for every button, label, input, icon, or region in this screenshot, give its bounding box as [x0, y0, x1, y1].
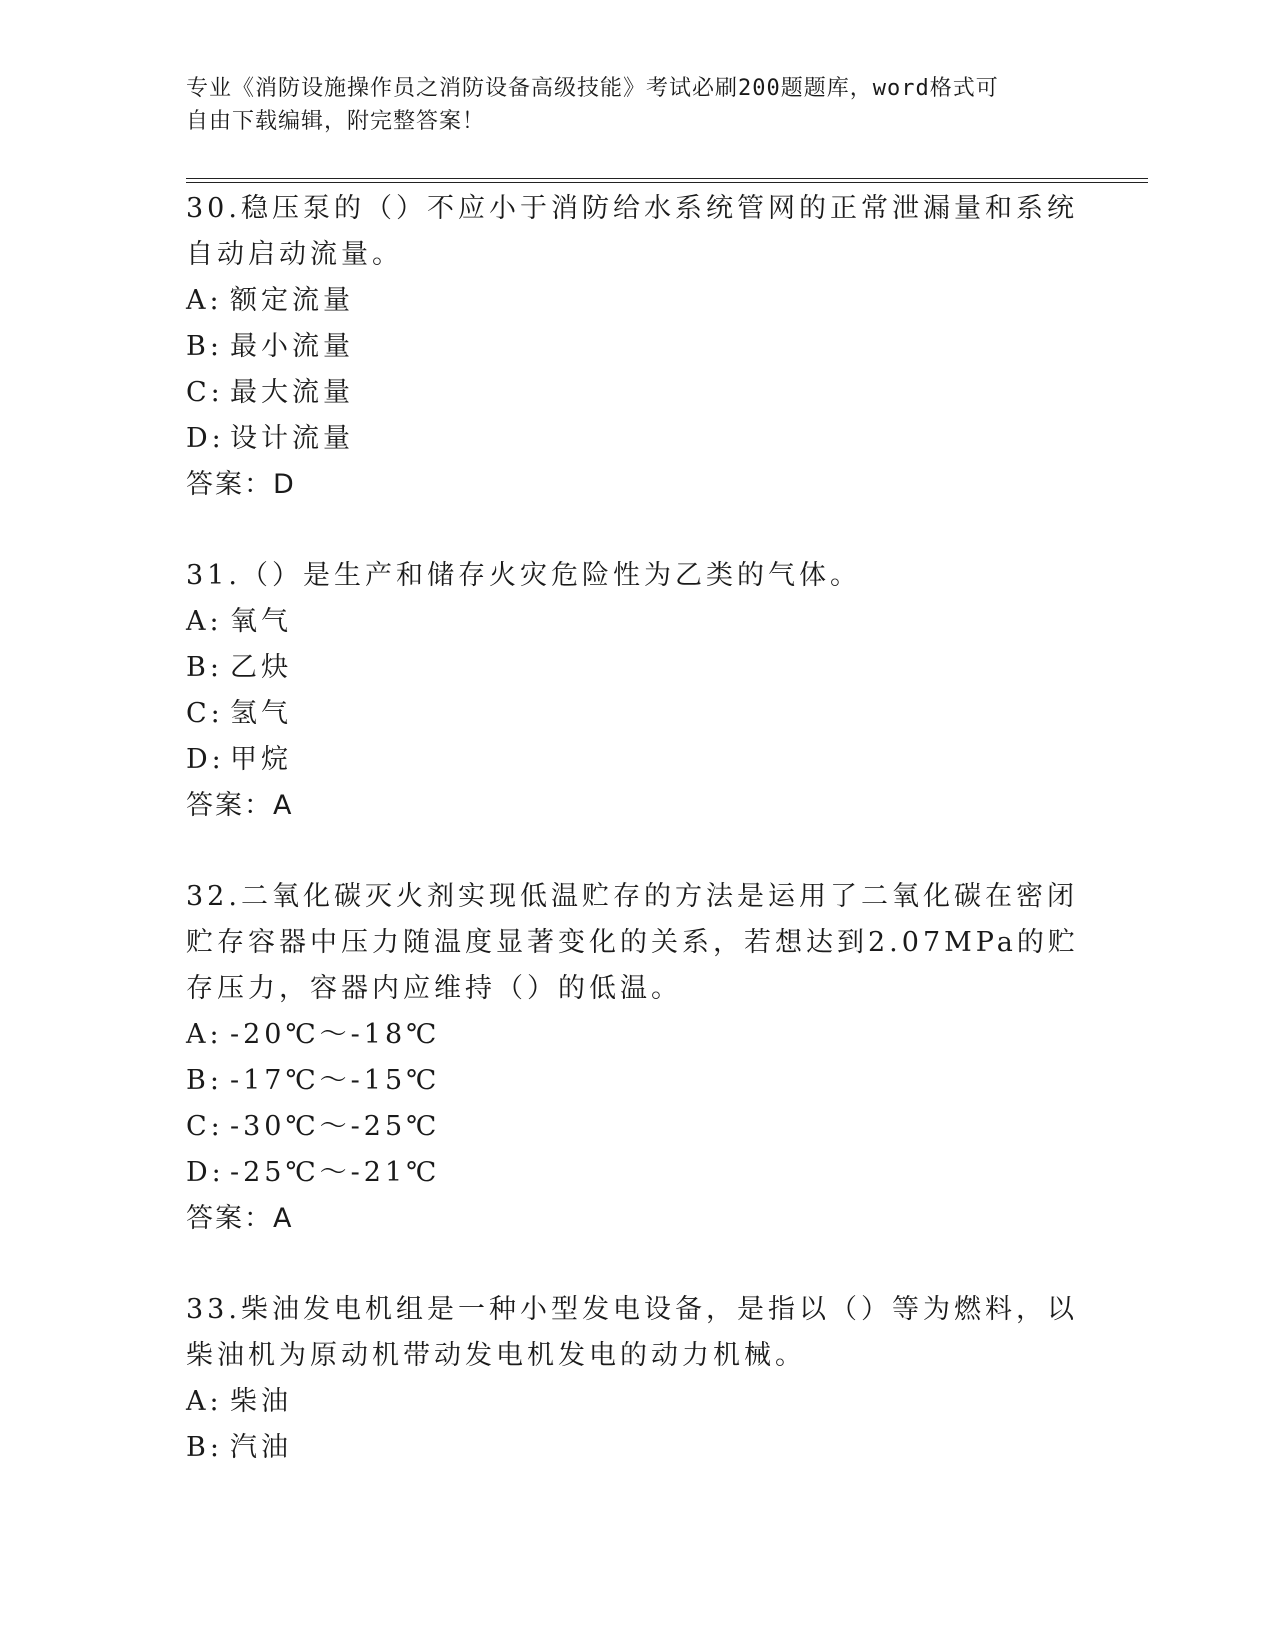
option-key: A: [186, 1019, 223, 1050]
option-text: 柴油 [230, 1386, 292, 1417]
option-key: A: [186, 606, 223, 637]
question-text: 31.（）是生产和储存火灾危险性为乙类的气体。 [186, 560, 861, 591]
question-32 [186, 874, 1086, 1242]
option-text: 乙炔 [230, 652, 292, 683]
option-d [186, 1150, 1086, 1196]
header-line-2: 自由下载编辑，附完整答案！ [186, 109, 486, 134]
option-key: B: [186, 1432, 223, 1463]
option-b [186, 645, 1086, 691]
option-key: D: [186, 423, 225, 454]
answer-line: 答案：A [186, 1203, 294, 1234]
answer-line: 答案：A [186, 790, 294, 821]
option-c [186, 691, 1086, 737]
option-b [186, 1425, 1086, 1471]
option-b [186, 1058, 1086, 1104]
header-divider-secondary [186, 182, 1148, 183]
header-divider [186, 178, 1148, 179]
option-text: 额定流量 [230, 285, 354, 316]
option-text: 最大流量 [230, 377, 354, 408]
option-text: 甲烷 [230, 744, 292, 775]
option-key: C: [186, 698, 224, 729]
option-text: 氧气 [230, 606, 292, 637]
option-key: D: [186, 1157, 225, 1188]
document-header [186, 72, 1066, 138]
question-list [186, 186, 1086, 1516]
option-text: -20℃～-18℃ [230, 1019, 441, 1050]
option-text: 汽油 [230, 1432, 292, 1463]
option-text: 最小流量 [230, 331, 354, 362]
option-key: A: [186, 285, 223, 316]
option-text: 设计流量 [230, 423, 354, 454]
option-d [186, 416, 1086, 462]
option-key: C: [186, 1111, 224, 1142]
question-33 [186, 1287, 1086, 1471]
option-b [186, 324, 1086, 370]
option-key: D: [186, 744, 225, 775]
question-text: 33.柴油发电机组是一种小型发电设备，是指以（）等为燃料，以柴油机为原动机带动发电机发电的动力机械。 [186, 1294, 1078, 1371]
option-text: 氢气 [230, 698, 292, 729]
question-text: 32.二氧化碳灭火剂实现低温贮存的方法是运用了二氧化碳在密闭贮存容器中压力随温度显著变化的关系，若想达到2.07MPa的贮存压力，容器内应维持（）的低温。 [186, 881, 1079, 1004]
option-key: C: [186, 377, 224, 408]
option-d [186, 737, 1086, 783]
option-c [186, 370, 1086, 416]
option-a [186, 1012, 1086, 1058]
question-30 [186, 186, 1086, 508]
option-key: B: [186, 652, 223, 683]
answer-line: 答案：D [186, 469, 296, 500]
option-text: -17℃～-15℃ [230, 1065, 441, 1096]
header-line-1: 专业《消防设施操作员之消防设备高级技能》考试必刷200题题库，word格式可 [186, 76, 999, 101]
question-text: 30.稳压泵的（）不应小于消防给水系统管网的正常泄漏量和系统自动启动流量。 [186, 193, 1078, 270]
question-31 [186, 553, 1086, 829]
option-text: -30℃～-25℃ [230, 1111, 441, 1142]
option-key: B: [186, 1065, 223, 1096]
option-key: B: [186, 331, 223, 362]
option-key: A: [186, 1386, 223, 1417]
option-text: -25℃～-21℃ [230, 1157, 441, 1188]
option-c [186, 1104, 1086, 1150]
option-a [186, 599, 1086, 645]
option-a [186, 1379, 1086, 1425]
option-a [186, 278, 1086, 324]
